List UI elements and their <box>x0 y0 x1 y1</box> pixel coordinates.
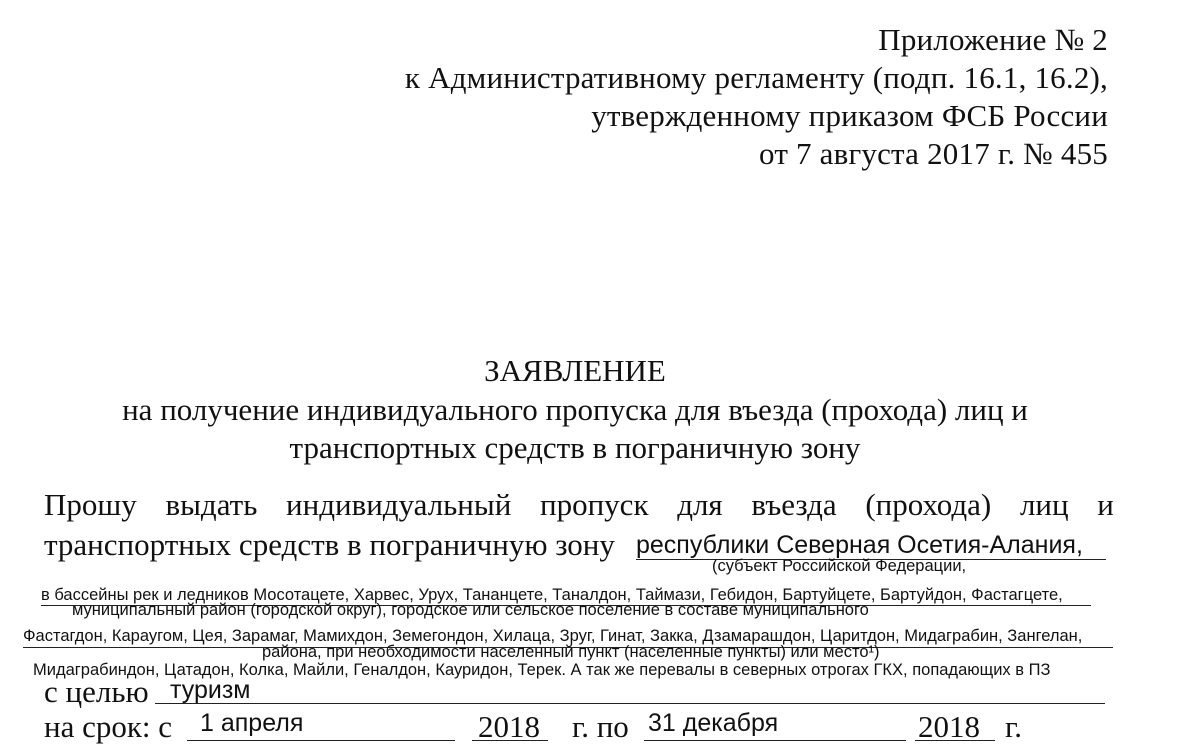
request-word: индивидуальный <box>286 487 512 522</box>
request-word: Прошу <box>44 487 137 522</box>
period-from-year[interactable]: 2018 <box>478 709 540 744</box>
area-value-line2[interactable]: Фастагдон, Караугом, Цея, Зарамаг, Мамихдон, Земегондон, Хилаца, Зруг, Гинат, Закка, Дзамарашдон, Царитдон, Мидаграбин, Зангелан, <box>23 627 1083 645</box>
purpose-value[interactable]: туризм <box>170 676 251 704</box>
purpose-label: с целью <box>44 674 149 709</box>
period-g-end: г. <box>1005 709 1022 744</box>
period-g-po: г. по <box>572 709 629 744</box>
area-value-line3[interactable]: Мидаграбиндон, Цатадон, Колка, Майли, Геналдон, Кауридон, Терек. А так же перевалы в северных отрогах ГКХ, попадающих в ПЗ <box>33 661 1051 679</box>
area-note-line2: района, при необходимости населенный пункт (населенные пункты) или место¹) <box>262 643 880 661</box>
area-note-line1: муниципальный район (городской округ), городское или сельское поселение в составе муниципального <box>72 601 869 619</box>
period-label: на срок: с <box>44 709 173 744</box>
subject-value[interactable]: республики Северная Осетия-Алания, <box>636 531 1083 559</box>
request-line1 <box>44 487 1114 523</box>
to-year-underline <box>915 740 995 741</box>
period-from-date[interactable]: 1 апреля <box>200 709 304 737</box>
area-value-line1[interactable]: в бассейны рек и ледников Мосотацете, Харвес, Урух, Тананцете, Таналдон, Таймази, Гебидон, Бартуйцете, Бартуйдон, Фастагцете, <box>41 586 1063 604</box>
period-to-year[interactable]: 2018 <box>918 709 980 744</box>
request-word: выдать <box>165 487 258 522</box>
purpose-underline <box>155 703 1105 704</box>
request-line2-prefix: транспортных средств в пограничную зону <box>44 527 615 562</box>
order-date: от 7 августа 2017 г. № 455 <box>759 136 1108 171</box>
request-word: и <box>1097 487 1114 522</box>
from-year-underline <box>472 740 548 741</box>
from-date-underline <box>187 740 455 741</box>
request-word: для <box>677 487 723 522</box>
request-word: пропуск <box>540 487 649 522</box>
order-reference: утвержденному приказом ФСБ России <box>591 98 1108 133</box>
to-date-underline <box>644 740 906 741</box>
request-word: въезда <box>751 487 837 522</box>
period-to-date[interactable]: 31 декабря <box>648 709 779 737</box>
document-subtitle-line1: на получение индивидуального пропуска для въезда (прохода) лиц и <box>122 392 1028 427</box>
request-word: лиц <box>1019 487 1069 522</box>
document-subtitle-line2: транспортных средств в пограничную зону <box>289 430 861 465</box>
appendix-number: Приложение № 2 <box>878 22 1108 57</box>
regulation-reference: к Административному регламенту (подп. 16.1, 16.2), <box>404 60 1108 95</box>
document-title: ЗАЯВЛЕНИЕ <box>484 353 666 388</box>
request-word: (прохода) <box>865 487 992 522</box>
subject-note: (субъект Российской Федерации, <box>712 557 967 575</box>
